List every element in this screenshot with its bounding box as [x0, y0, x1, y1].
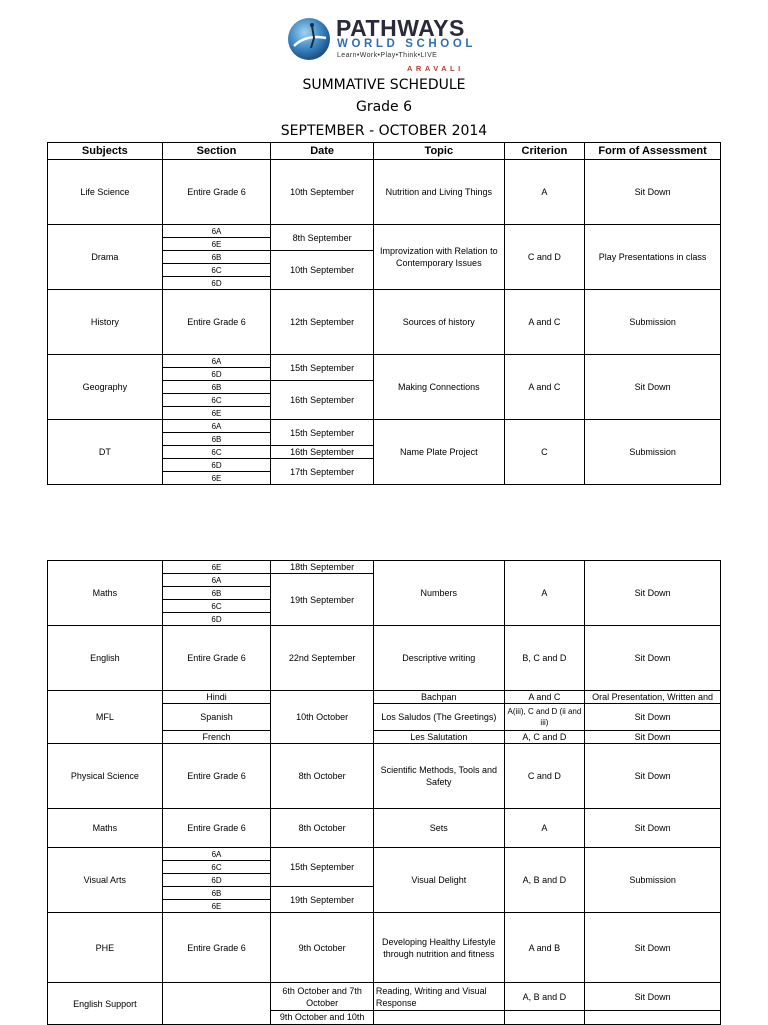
criterion-cell: A, B and D: [504, 848, 584, 913]
table-row: [48, 290, 721, 355]
section-cell: 6D: [162, 368, 271, 381]
section-cell: [162, 983, 271, 1025]
topic-cell: Name Plate Project: [373, 420, 504, 485]
criterion-cell: C and D: [504, 744, 584, 809]
table-row: [48, 848, 721, 861]
subject-cell: MFL: [48, 691, 163, 744]
topic-cell: Developing Healthy Lifestyle through nutrition and fitness: [373, 913, 504, 983]
form-cell: Sit Down: [585, 626, 721, 691]
date-cell: 10th September: [271, 160, 374, 225]
criterion-cell: A, C and D: [504, 731, 584, 744]
date-cell: 19th September: [271, 887, 374, 913]
globe-icon: [286, 16, 332, 62]
criterion-cell: A and C: [504, 290, 584, 355]
section-cell: 6E: [162, 472, 271, 485]
date-cell: 6th October and 7th October: [271, 983, 374, 1011]
section-cell: 6D: [162, 613, 271, 626]
section-cell: French: [162, 731, 271, 744]
section-cell: 6C: [162, 264, 271, 277]
topic-cell: Numbers: [373, 561, 504, 626]
topic-cell: Visual Delight: [373, 848, 504, 913]
column-header: Criterion: [504, 143, 584, 160]
date-cell: 10th September: [271, 251, 374, 290]
section-cell: 6D: [162, 277, 271, 290]
criterion-cell: A, B and D: [504, 983, 584, 1011]
topic-cell: Sources of history: [373, 290, 504, 355]
section-cell: Entire Grade 6: [162, 626, 271, 691]
table-row: [48, 420, 721, 433]
criterion-cell: A: [504, 809, 584, 848]
section-cell: 6A: [162, 355, 271, 368]
topic-cell: Scientific Methods, Tools and Safety: [373, 744, 504, 809]
section-cell: 6D: [162, 874, 271, 887]
form-cell: Submission: [585, 290, 721, 355]
section-cell: 6B: [162, 587, 271, 600]
section-cell: Spanish: [162, 704, 271, 731]
subject-cell: Maths: [48, 561, 163, 626]
section-cell: 6A: [162, 420, 271, 433]
section-cell: 6A: [162, 225, 271, 238]
logo-subtitle: WORLD SCHOOL: [337, 38, 477, 50]
date-cell: 9th October and 10th: [271, 1011, 374, 1025]
document-title: SUMMATIVE SCHEDULE: [302, 77, 466, 93]
date-cell: 10th October: [271, 691, 374, 744]
table-row: [48, 809, 721, 848]
form-cell: Sit Down: [585, 160, 721, 225]
form-cell: Sit Down: [585, 744, 721, 809]
criterion-cell: A(iii), C and D (ii and iii): [504, 704, 584, 731]
section-cell: Entire Grade 6: [162, 744, 271, 809]
section-cell: Hindi: [162, 691, 271, 704]
section-cell: 6C: [162, 861, 271, 874]
section-cell: 6E: [162, 238, 271, 251]
date-cell: 12th September: [271, 290, 374, 355]
subject-cell: Life Science: [48, 160, 163, 225]
date-cell: 8th October: [271, 809, 374, 848]
table-row: [48, 691, 721, 704]
criterion-cell: A and B: [504, 913, 584, 983]
column-header: Form of Assessment: [585, 143, 721, 160]
table-row: [48, 913, 721, 983]
topic-cell: Nutrition and Living Things: [373, 160, 504, 225]
date-cell: 15th September: [271, 420, 374, 446]
table-row: [48, 355, 721, 368]
table-row: [48, 983, 721, 1011]
date-cell: 8th September: [271, 225, 374, 251]
date-cell: 9th October: [271, 913, 374, 983]
section-cell: 6A: [162, 574, 271, 587]
section-cell: 6C: [162, 446, 271, 459]
section-cell: 6C: [162, 394, 271, 407]
date-cell: 18th September: [271, 561, 374, 574]
topic-cell: Making Connections: [373, 355, 504, 420]
subject-cell: English: [48, 626, 163, 691]
topic-cell: Improvization with Relation to Contemporary Issues: [373, 225, 504, 290]
section-cell: 6E: [162, 561, 271, 574]
logo-brand: PATHWAYS: [336, 15, 465, 41]
column-header: Subjects: [48, 143, 163, 160]
table-row: [48, 160, 721, 225]
date-cell: 16th September: [271, 381, 374, 420]
section-cell: 6C: [162, 600, 271, 613]
table-row: [48, 561, 721, 574]
date-cell: 22nd September: [271, 626, 374, 691]
section-cell: 6E: [162, 407, 271, 420]
column-header: Date: [271, 143, 374, 160]
topic-cell: Reading, Writing and Visual Response: [373, 983, 504, 1011]
subject-cell: Drama: [48, 225, 163, 290]
table-row: [48, 225, 721, 238]
schedule-table-2: [47, 560, 721, 1025]
date-cell: 8th October: [271, 744, 374, 809]
criterion-cell: A and C: [504, 691, 584, 704]
form-cell: Oral Presentation, Written and: [585, 691, 721, 704]
section-cell: Entire Grade 6: [162, 290, 271, 355]
section-cell: Entire Grade 6: [162, 913, 271, 983]
section-cell: 6D: [162, 459, 271, 472]
school-logo: [282, 14, 482, 76]
subject-cell: Geography: [48, 355, 163, 420]
table-header-row: [48, 143, 721, 160]
form-cell: Submission: [585, 420, 721, 485]
topic-cell: Descriptive writing: [373, 626, 504, 691]
section-cell: 6A: [162, 848, 271, 861]
logo-campus: ARAVALI: [407, 64, 464, 73]
table-row: [48, 744, 721, 809]
date-cell: 19th September: [271, 574, 374, 626]
topic-cell: Sets: [373, 809, 504, 848]
date-cell: 16th September: [271, 446, 374, 459]
form-cell: Sit Down: [585, 809, 721, 848]
form-cell: Submission: [585, 848, 721, 913]
form-cell: Sit Down: [585, 355, 721, 420]
topic-cell: Bachpan: [373, 691, 504, 704]
subject-cell: PHE: [48, 913, 163, 983]
date-cell: 17th September: [271, 459, 374, 485]
section-cell: Entire Grade 6: [162, 160, 271, 225]
subject-cell: Visual Arts: [48, 848, 163, 913]
document-period: SEPTEMBER - OCTOBER 2014: [280, 123, 488, 139]
section-cell: 6B: [162, 433, 271, 446]
logo-tagline: Learn•Work•Play•Think•LIVE: [337, 52, 438, 59]
subject-cell: History: [48, 290, 163, 355]
table-row: [48, 626, 721, 691]
criterion-cell: C and D: [504, 225, 584, 290]
subject-cell: DT: [48, 420, 163, 485]
form-cell: Sit Down: [585, 983, 721, 1011]
subject-cell: English Support: [48, 983, 163, 1025]
criterion-cell: A and C: [504, 355, 584, 420]
document-grade: Grade 6: [355, 99, 413, 115]
schedule-table-1: [47, 142, 721, 485]
subject-cell: Physical Science: [48, 744, 163, 809]
subject-cell: Maths: [48, 809, 163, 848]
section-cell: 6B: [162, 887, 271, 900]
column-header: Section: [162, 143, 271, 160]
date-cell: 15th September: [271, 355, 374, 381]
topic-cell: Les Salutation: [373, 731, 504, 744]
section-cell: 6E: [162, 900, 271, 913]
form-cell: Sit Down: [585, 731, 721, 744]
form-cell: Sit Down: [585, 561, 721, 626]
section-cell: 6B: [162, 381, 271, 394]
criterion-cell: A: [504, 160, 584, 225]
criterion-cell: C: [504, 420, 584, 485]
column-header: Topic: [373, 143, 504, 160]
section-cell: Entire Grade 6: [162, 809, 271, 848]
form-cell: Play Presentations in class: [585, 225, 721, 290]
topic-cell: Los Saludos (The Greetings): [373, 704, 504, 731]
criterion-cell: B, C and D: [504, 626, 584, 691]
section-cell: 6B: [162, 251, 271, 264]
criterion-cell: A: [504, 561, 584, 626]
form-cell: Sit Down: [585, 913, 721, 983]
date-cell: 15th September: [271, 848, 374, 887]
form-cell: Sit Down: [585, 704, 721, 731]
